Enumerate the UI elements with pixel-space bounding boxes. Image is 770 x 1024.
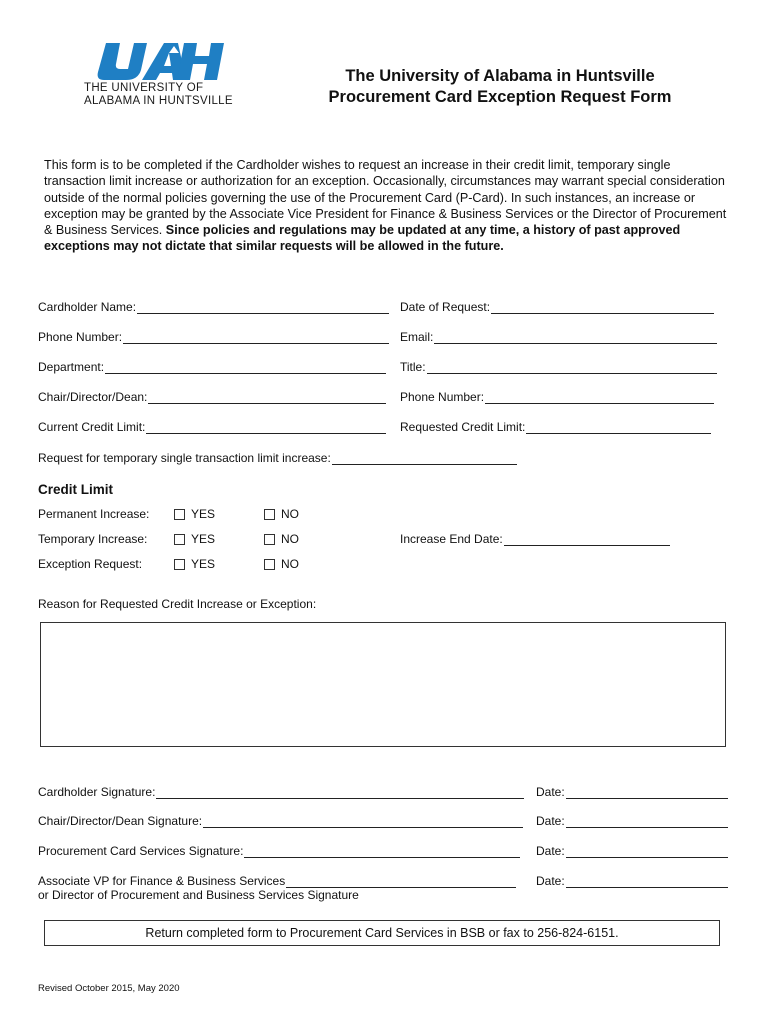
cardholder-signature-label: Cardholder Signature: xyxy=(38,785,156,799)
temp-single-limit-field[interactable] xyxy=(38,451,517,465)
avp-date-label: Date: xyxy=(536,874,565,888)
date-of-request-field[interactable] xyxy=(400,300,714,314)
requested-credit-limit-line[interactable] xyxy=(526,420,711,434)
uah-logo xyxy=(84,40,249,112)
logo-line-2: ALABAMA IN HUNTSVILLE xyxy=(84,95,233,107)
chair-date-label: Date: xyxy=(536,814,565,828)
cardholder-date-field[interactable] xyxy=(536,785,728,799)
return-instructions: Return completed form to Procurement Card Services in BSB or fax to 256-824-6151. xyxy=(44,920,720,946)
increase-end-date-label: Increase End Date: xyxy=(400,532,503,546)
exception-no-label: NO xyxy=(281,557,299,571)
increase-end-date-field[interactable] xyxy=(400,532,670,546)
chair-phone-line[interactable] xyxy=(485,390,714,404)
chair-date-field[interactable] xyxy=(536,814,728,828)
avp-date-field[interactable] xyxy=(536,874,728,888)
temporary-increase-label: Temporary Increase: xyxy=(38,532,148,546)
avp-date-line[interactable] xyxy=(566,874,728,888)
exception-request-label: Exception Request: xyxy=(38,557,143,571)
title-line[interactable] xyxy=(427,360,717,374)
permanent-no-label: NO xyxy=(281,507,299,521)
department-label: Department: xyxy=(38,360,105,374)
requested-credit-limit-label: Requested Credit Limit: xyxy=(400,420,526,434)
temporary-yes-label: YES xyxy=(191,532,216,546)
permanent-increase-label: Permanent Increase: xyxy=(38,507,150,521)
revised-date: Revised October 2015, May 2020 xyxy=(38,983,180,994)
phone-number-line[interactable] xyxy=(123,330,389,344)
chair-field[interactable] xyxy=(38,390,386,404)
department-line[interactable] xyxy=(105,360,386,374)
permanent-yes-checkbox[interactable] xyxy=(174,509,185,520)
title-line-1: The University of Alabama in Huntsville xyxy=(345,67,655,85)
chair-phone-label: Phone Number: xyxy=(400,390,485,404)
temp-single-limit-line[interactable] xyxy=(332,451,517,465)
title-label: Title: xyxy=(400,360,426,374)
chair-date-line[interactable] xyxy=(566,814,728,828)
pcard-date-label: Date: xyxy=(536,844,565,858)
requested-credit-limit-field[interactable] xyxy=(400,420,711,434)
temporary-no-option[interactable] xyxy=(264,532,299,546)
permanent-yes-option[interactable] xyxy=(174,507,215,521)
date-of-request-line[interactable] xyxy=(491,300,714,314)
chair-phone-field[interactable] xyxy=(400,390,714,404)
temp-single-limit-label: Request for temporary single transaction limit increase: xyxy=(38,451,331,465)
pcard-signature-line[interactable] xyxy=(244,844,520,858)
avp-signature-line[interactable] xyxy=(286,874,516,888)
permanent-yes-label: YES xyxy=(191,507,216,521)
intro-bold-text: Since policies and regulations may be updated at any time, a history of past approved exceptions may not dictate that similar requests will be allowed in the future. xyxy=(44,223,681,254)
chair-signature-field[interactable] xyxy=(38,814,523,828)
avp-signature-field[interactable] xyxy=(38,874,516,888)
email-label: Email: xyxy=(400,330,434,344)
pcard-signature-label: Procurement Card Services Signature: xyxy=(38,844,244,858)
cardholder-name-field[interactable] xyxy=(38,300,389,314)
increase-end-date-line[interactable] xyxy=(504,532,670,546)
cardholder-signature-field[interactable] xyxy=(38,785,524,799)
current-credit-limit-line[interactable] xyxy=(146,420,386,434)
phone-number-field[interactable] xyxy=(38,330,389,344)
exception-no-option[interactable] xyxy=(264,557,299,571)
exception-yes-option[interactable] xyxy=(174,557,215,571)
email-line[interactable] xyxy=(434,330,717,344)
form-title xyxy=(300,66,700,108)
logo-line-1: THE UNIVERSITY OF xyxy=(84,82,204,94)
cardholder-signature-line[interactable] xyxy=(156,785,524,799)
date-of-request-label: Date of Request: xyxy=(400,300,491,314)
exception-yes-label: YES xyxy=(191,557,216,571)
cardholder-date-line[interactable] xyxy=(566,785,728,799)
avp-signature-label-1: Associate VP for Finance & Business Services xyxy=(38,874,286,888)
chair-signature-line[interactable] xyxy=(203,814,523,828)
cardholder-date-label: Date: xyxy=(536,785,565,799)
credit-limit-heading: Credit Limit xyxy=(38,482,114,497)
chair-label: Chair/Director/Dean: xyxy=(38,390,148,404)
exception-no-checkbox[interactable] xyxy=(264,559,275,570)
avp-signature-label-2: or Director of Procurement and Business Services Signature xyxy=(38,888,359,902)
chair-line[interactable] xyxy=(148,390,386,404)
temporary-yes-option[interactable] xyxy=(174,532,215,546)
permanent-no-option[interactable] xyxy=(264,507,299,521)
current-credit-limit-label: Current Credit Limit: xyxy=(38,420,146,434)
permanent-no-checkbox[interactable] xyxy=(264,509,275,520)
title-line-2: Procurement Card Exception Request Form xyxy=(328,88,672,106)
title-field[interactable] xyxy=(400,360,717,374)
reason-label: Reason for Requested Credit Increase or Exception: xyxy=(38,597,317,611)
cardholder-name-line[interactable] xyxy=(137,300,389,314)
temporary-no-label: NO xyxy=(281,532,299,546)
exception-yes-checkbox[interactable] xyxy=(174,559,185,570)
reason-textarea[interactable] xyxy=(40,622,726,747)
cardholder-name-label: Cardholder Name: xyxy=(38,300,137,314)
email-field[interactable] xyxy=(400,330,717,344)
phone-number-label: Phone Number: xyxy=(38,330,123,344)
current-credit-limit-field[interactable] xyxy=(38,420,386,434)
temporary-yes-checkbox[interactable] xyxy=(174,534,185,545)
intro-text: This form is to be completed if the Cardholder wishes to request an increase in their credit limit, temporary single transaction limit increase or authorization for an exception. Occasionally, circumstances may warrant special consideration outside of the normal policies governing the use of the Procurement Card (P-Card). In such instances, an increase or exception may be granted by the Associate Vice President for Finance & Business Services or the Director of Procurement & Business Services. xyxy=(44,158,727,238)
pcard-signature-field[interactable] xyxy=(38,844,520,858)
chair-signature-label: Chair/Director/Dean Signature: xyxy=(38,814,203,828)
department-field[interactable] xyxy=(38,360,386,374)
uah-logo-mark xyxy=(84,40,249,82)
temporary-no-checkbox[interactable] xyxy=(264,534,275,545)
pcard-date-field[interactable] xyxy=(536,844,728,858)
pcard-date-line[interactable] xyxy=(566,844,728,858)
intro-paragraph xyxy=(44,157,734,255)
